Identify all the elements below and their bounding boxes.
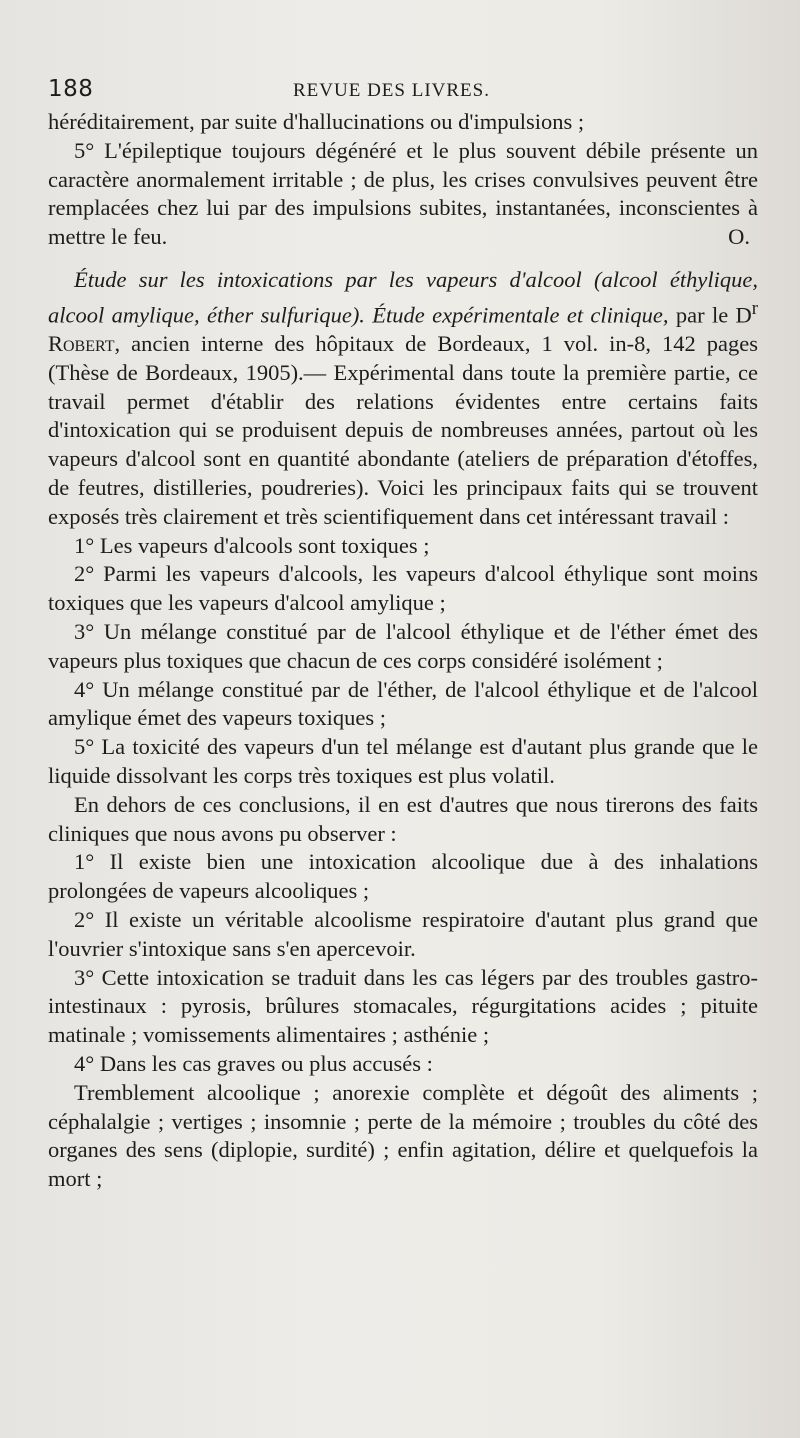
by-text: par le D [668,302,752,328]
page-header [48,76,758,102]
finding-item: 1° Les vapeurs d'alcools sont toxiques ; [74,532,430,558]
clinical-item: 3° Cette intoxication se traduit dans les cas légers par des troubles gastro-intestinaux : pyrosis, brûlures stomacales, régurgitations acides ; pituite matinale ; vomissements alimentaires ; asthénie ; [48,964,758,1048]
running-head: REVUE DES LIVRES. [293,80,490,101]
page-number: 188 [48,76,94,102]
clinical-item: 1° Il existe bien une intoxication alcoolique due à des inhalations prolongées de vapeurs alcooliques ; [48,849,758,904]
section-gap [48,252,758,266]
finding-item: 5° La toxicité des vapeurs d'un tel mélange est d'autant plus grande que le liquide dissolvant les corps très toxiques est plus volatil. [48,734,758,789]
severe-symptoms-paragraph: Tremblement alcoolique ; anorexie complète et dégoût des aliments ; céphalalgie ; vertiges ; insomnie ; perte de la mémoire ; troubles du côté des organes des sens (diplopie, surdité) ; enfin agitation, délire et quelquefois la mort ; [48,1079,758,1192]
author-name: Robert [48,331,115,357]
book-title: Étude sur les intoxications par les vapeurs d'alcool (alcool éthylique, alcool amylique, éther sulfurique). Étude expérimentale et clinique, [48,266,758,328]
review-body: , ancien interne des hôpitaux de Bordeaux, 1 vol. in-8, 142 pages (Thèse de Bordeaux, 1905).— Expérimental dans toute la première partie, ce travail permet d'établir des relations évidentes entre certains faits d'intoxication qui se produisent depuis de nombreuses années, partout où les vapeurs d'alcool sont en quantité abondante (ateliers de préparation d'étoffes, de feutres, distilleries, poudreries). Voici les principaux faits qui se trouvent exposés très clairement et très scientifiquement dans cet intéressant travail : [48,331,758,529]
finding-item: 3° Un mélange constitué par de l'alcool éthylique et de l'éther émet des vapeurs plus toxiques que chacun de ces corps considéré isolément ; [48,619,758,673]
clinical-item: 2° Il existe un véritable alcoolisme respiratoire d'autant plus grand que l'ouvrier s'intoxique sans s'en apercevoir. [48,907,758,961]
finding-item: 2° Parmi les vapeurs d'alcools, les vapeurs d'alcool éthylique sont moins toxiques que les vapeurs d'alcool amylique ; [48,561,758,616]
finding-item: 4° Un mélange constitué par de l'éther, de l'alcool éthylique et de l'alcool amylique émet des vapeurs toxiques ; [48,676,758,731]
paragraph-item-5: 5° L'épileptique toujours dégénéré et le plus souvent débile présente un caractère anormalement irritable ; de plus, les crises convulsives peuvent être remplacées chez lui par des impulsions subites, instantanées, inconscientes à mettre le feu. [48,137,758,250]
reviewer-signature: O. [728,224,750,250]
review-entry [48,266,758,532]
transition-paragraph: En dehors de ces conclusions, il en est d'autres que nous tirerons des faits cliniques que nous avons pu observer : [48,791,758,846]
clinical-item: 4° Dans les cas graves ou plus accusés : [74,1051,433,1076]
doctor-abbrev-sup: r [751,297,759,319]
body-text [48,108,758,1194]
continued-line: héréditairement, par suite d'hallucinations ou d'impulsions ; [48,109,585,134]
